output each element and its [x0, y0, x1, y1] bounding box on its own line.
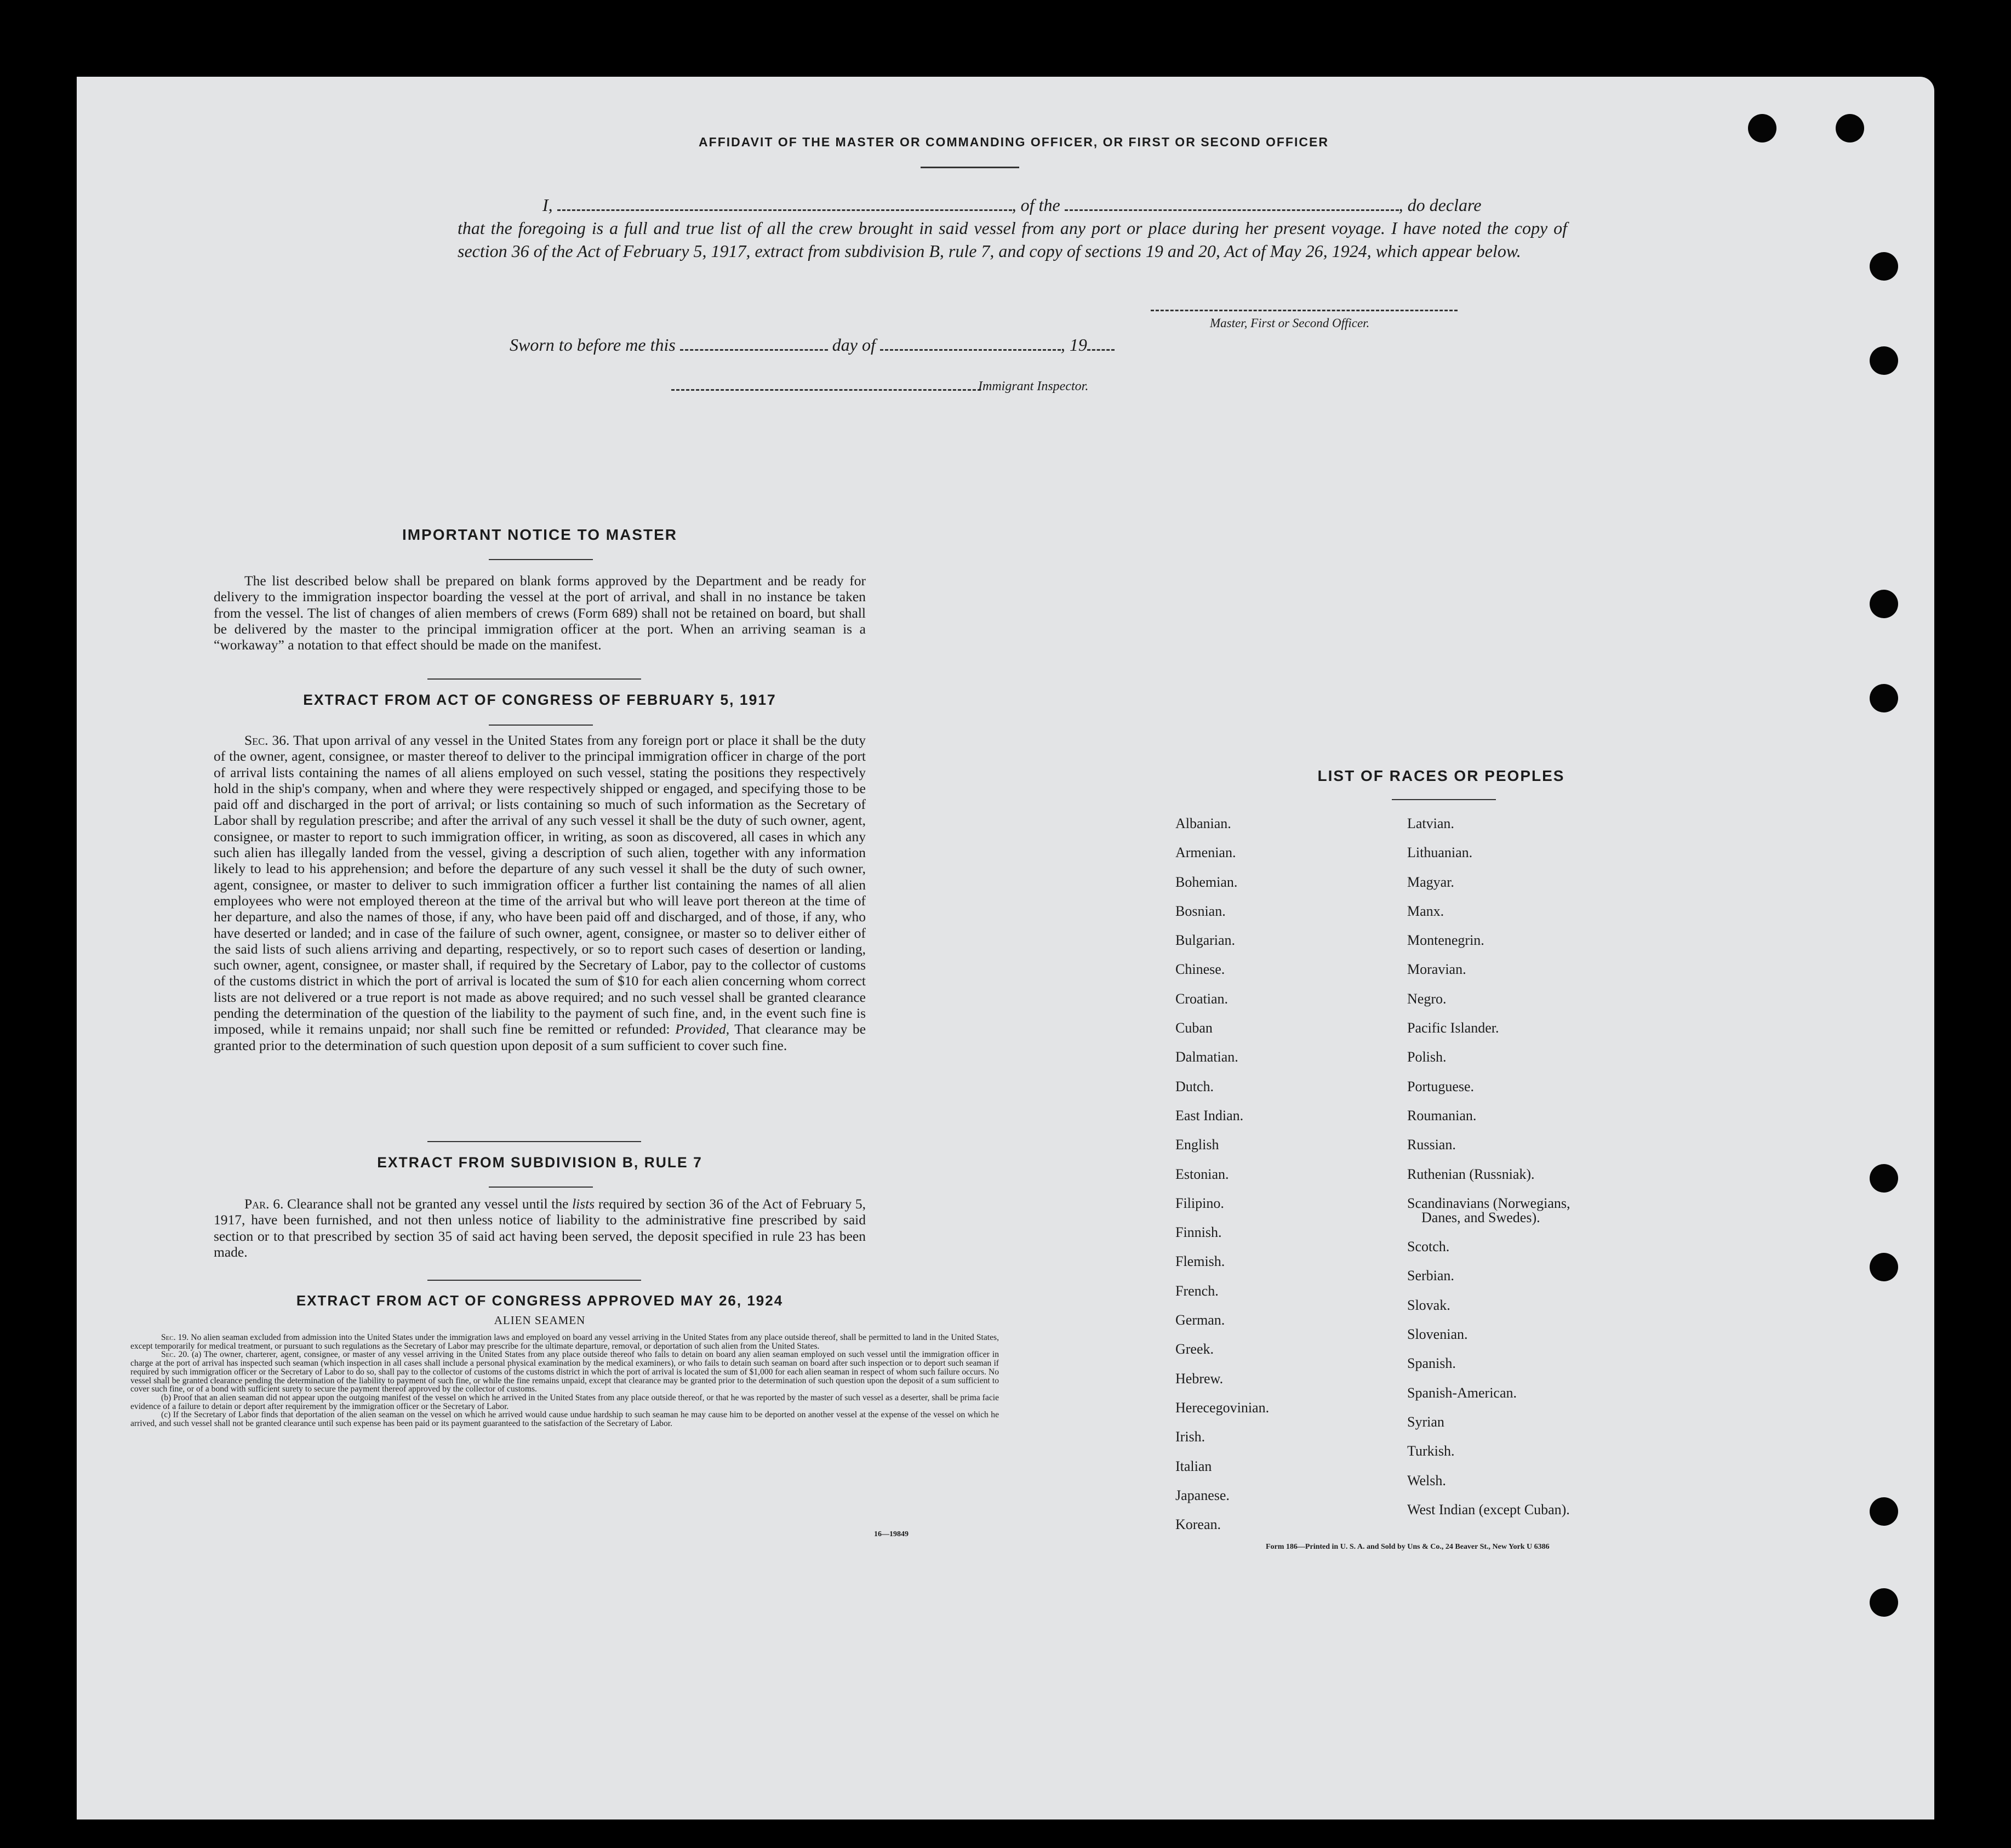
sworn-month-field[interactable] [880, 335, 1061, 351]
sec-20a-paragraph [130, 1350, 999, 1394]
race-item: Slovak. [1407, 1297, 1450, 1313]
form-footer: Form 186—Printed in U. S. A. and Sold by Uns & Co., 24 Beaver St., New York U 6386 [1266, 1543, 1550, 1551]
race-item: Syrian [1407, 1413, 1444, 1430]
alien-seamen-subtitle: ALIEN SEAMEN [494, 1314, 586, 1327]
race-item: Pacific Islander. [1407, 1020, 1499, 1036]
race-item: Polish. [1407, 1049, 1447, 1065]
race-item: Scandinavians (Norwegians, [1407, 1195, 1570, 1211]
signature-line[interactable] [1151, 310, 1458, 311]
rule-7-text-a: Clearance shall not be granted any vessel until the [287, 1196, 569, 1212]
race-item: Dutch. [1175, 1078, 1214, 1094]
race-item: Manx. [1407, 903, 1444, 919]
affidavit-declare-label: , do declare [1398, 195, 1482, 215]
race-item: Greek. [1175, 1341, 1214, 1358]
race-item: Estonian. [1175, 1166, 1229, 1182]
race-item: Italian [1175, 1458, 1212, 1474]
name-field[interactable] [557, 195, 1012, 211]
race-item: West Indian (except Cuban). [1407, 1501, 1570, 1518]
sec-36-label: Sec. 36. [244, 732, 290, 748]
binder-hole [1748, 114, 1776, 142]
race-item: Negro. [1407, 990, 1447, 1007]
race-item: Croatian. [1175, 990, 1229, 1007]
sec-19-paragraph [130, 1333, 999, 1350]
race-item: Bulgarian. [1175, 932, 1236, 949]
race-item: Herecegovinian. [1175, 1399, 1270, 1416]
binder-hole [1870, 1497, 1898, 1526]
affidavit-of-the-label: , of the [1012, 195, 1060, 215]
race-item: Bosnian. [1175, 903, 1226, 919]
provided-word: Provided, [675, 1021, 730, 1037]
races-left-column [1175, 817, 1269, 1547]
race-item: Welsh. [1407, 1472, 1446, 1488]
binder-hole [1870, 346, 1898, 375]
race-item: Spanish-American. [1407, 1384, 1517, 1401]
year-prefix-label: , 19 [1060, 335, 1087, 355]
race-item: Latvian. [1407, 815, 1454, 831]
binder-hole [1870, 684, 1898, 712]
extract-1917-underline [489, 725, 593, 726]
affidavit-declaration-line [510, 193, 1567, 216]
sec-19-text: No alien seaman excluded from admission into the United States under the immigration laws and employed on board any vessel arriving in the United States from any place outside thereof, shall be permitted to land in the United States, except temporarily for medical treatment, or pursuant to such regulations as the Secretary of Labor may prescribe for the ultimate departure, removal, or deportation of such alien from the United States. [130, 1333, 999, 1351]
binder-hole [1870, 590, 1898, 618]
race-item: Montenegrin. [1407, 932, 1484, 949]
sec-20c-paragraph: (c) If the Secretary of Labor finds that deportation of the alien seaman on the vessel on which he arrived would cause undue hardship to such seaman he may cause him to be deported on another vessel at the expense of the vessel on which he arrived, and such vessel shall not be granted clearance until such expense has been paid or its payment guaranteed to the satisfaction of the Secretary of Labor. [130, 1410, 999, 1429]
rule-7-title: EXTRACT FROM SUBDIVISION B, RULE 7 [377, 1154, 702, 1171]
inspector-label: Immigrant Inspector. [978, 379, 1089, 393]
inspector-signature-line[interactable] [671, 389, 981, 391]
notice-underline [489, 559, 593, 560]
race-item: Scotch. [1407, 1239, 1450, 1255]
race-item: Moravian. [1407, 961, 1466, 978]
extract-1924-title: EXTRACT FROM ACT OF CONGRESS APPROVED MAY 26, 1924 [296, 1292, 784, 1309]
binder-hole [1870, 1588, 1898, 1617]
races-right-column [1407, 817, 1570, 1532]
race-item: Flemish. [1175, 1253, 1225, 1270]
extract-1924-body [130, 1333, 999, 1428]
sec-36-text: That upon arrival of any vessel in the United States from any foreign port or place it shall be the duty of the owner, agent, consignee, or master thereof to deliver to the principal immigration officer in charge of the port of arrival lists containing the names of all aliens employed on such vessel, stating the positions they respectively hold in the ship's company, when and where they were respectively shipped or engaged, and specifying those to be paid off and discharged in the port of arrival; or lists containing so much of such information as the Secretary of Labor shall by regulation prescribe; and after the arrival of any such vessel it shall be the duty of such owner, agent, consignee, or master to report to such immigration officer, in writing, as soon as discovered, all cases in which any such alien has illegally landed from the vessel, giving a description of such alien, together with any information likely to lead to his apprehension; and before the departure of any such vessel it shall be the duty of such owner, agent, consignee, or master to deliver to such immigration officer a further list containing the names of all alien employees who were not employed thereon at the time of the arrival but who will leave port thereon at the time of her departure, and also the names of those, if any, who have been paid off and discharged, and of those, if any, who have deserted or landed; and in case of the failure of such owner, agent, consignee, or master so to deliver either of the said lists of such aliens arriving and departing, respectively, or so to report such cases of desertion or landing, such owner, agent, consignee, or master shall, if required by the Secretary of Labor, pay to the collector of customs of the customs district in which the port of arrival is located the sum of $10 for each alien concerning whom correct lists are not delivered or a true report is not made as above required; and no such vessel shall be granted clearance pending the determination of the question of the liability to the payment of such fine, and, in the event such fine is imposed, while it remains unpaid; nor shall such fine be remitted or refunded: [214, 732, 866, 1037]
lists-word: lists [572, 1196, 595, 1212]
extract-1917-body [214, 732, 866, 1053]
race-item: Hebrew. [1175, 1370, 1224, 1387]
title-underline [921, 167, 1019, 168]
form-page [77, 77, 1934, 1820]
extract-1917-title: EXTRACT FROM ACT OF CONGRESS OF FEBRUARY 5, 1917 [303, 692, 776, 708]
race-item: Albanian. [1175, 815, 1231, 831]
race-item: Bohemian. [1175, 874, 1238, 890]
sec-36-text-end: That clearance may be granted prior to the determination of such question upon deposit of a sum sufficient to cover such fine. [214, 1021, 866, 1053]
notice-body: The list described below shall be prepared on blank forms approved by the Department and be ready for delivery to the immigration inspector boarding the vessel at the port of arrival, and shall in no instance be taken from the vessel. The list of changes of alien members of crews (Form 689) shall not be retained on board, but shall be delivered by the master to the principal immigration officer at the port. When an arriving seaman is a “workaway” a notation to that effect should be made on the manifest. [214, 573, 866, 653]
race-item: Japanese. [1175, 1487, 1230, 1503]
sworn-label: Sworn to before me this [510, 335, 676, 355]
print-code: 16—19849 [874, 1530, 909, 1538]
vessel-name-field[interactable] [1065, 195, 1399, 211]
race-item: Korean. [1175, 1516, 1221, 1533]
sec-19-label: Sec. 19. [161, 1333, 189, 1342]
race-item: Turkish. [1407, 1443, 1455, 1459]
race-item: East Indian. [1175, 1107, 1244, 1123]
races-underline [1392, 799, 1496, 800]
race-item: Magyar. [1407, 874, 1454, 890]
binder-hole [1870, 1253, 1898, 1281]
race-item: Filipino. [1175, 1195, 1224, 1211]
sec-20-label: Sec. 20. [161, 1350, 190, 1360]
race-item: Spanish. [1407, 1355, 1456, 1372]
sec-20b-paragraph: (b) Proof that an alien seaman did not appear upon the outgoing manifest of the vessel on which he arrived in the United States from any place outside thereof, or that he was reported by the master of such vessel as a deserter, shall be prima facie evidence of a failure to detain or deport after requirement by the immigration officer or the Secretary of Labor. [130, 1393, 999, 1411]
rule-7-underline [489, 1187, 593, 1188]
race-item: English [1175, 1137, 1219, 1153]
binder-hole [1870, 252, 1898, 281]
section-divider [427, 678, 641, 680]
race-item: Russian. [1407, 1137, 1456, 1153]
race-item: Armenian. [1175, 845, 1236, 861]
affidavit-body: that the foregoing is a full and true list of all the crew brought in said vessel from any port or place during her present voyage. I have noted the copy of section 36 of the Act of February 5, 1917, extract from subdivision B, rule 7, and copy of sections 19 and 20, Act of May 26, 1924, which appear below. [458, 218, 1567, 261]
rule-7-body [214, 1196, 866, 1260]
notice-title: IMPORTANT NOTICE TO MASTER [402, 526, 678, 543]
sworn-year-field[interactable] [1087, 335, 1115, 351]
section-divider [427, 1280, 641, 1281]
race-item: Portuguese. [1407, 1078, 1475, 1094]
binder-hole [1870, 1164, 1898, 1193]
rule-7-text-b: required by section 36 of the Act of February 5, 1917, have been furnished, and not then unless notice of liability to the administrative fine prescribed by said section or to that prescribed by section 35 of said act having been served, the deposit specified in rule 23 has been made. [214, 1196, 866, 1260]
race-item: Lithuanian. [1407, 845, 1473, 861]
race-item: Roumanian. [1407, 1107, 1477, 1123]
sec-20a-text: (a) The owner, charterer, agent, consignee, or master of any vessel arriving in the United States from any place outside thereof who fails to detain on board any alien seaman employed on such vessel until the immigration officer in charge at the port of arrival has inspected such seaman (which inspection in all cases shall include a personal physical examination by the medical examiners), or who fails to detain such seaman on board after such inspection or to deport such seaman if required by such immigration officer or the Secretary of Labor to do so, shall pay to the collector of customs of the customs district in which the port of arrival is located the sum of $1,000 for each alien seaman in respect of whom such failure occurs. No vessel shall be granted clearance pending the determination of the liability to payment of such fine, or while the fine remains unpaid, except that clearance may be granted prior to the determination of such question upon the deposit of a sum sufficient to cover such fine, or of a bond with sufficient surety to secure the payment thereof approved by the collector of customs. [130, 1350, 999, 1394]
race-item: Danes, and Swedes). [1421, 1209, 1540, 1225]
race-item: Dalmatian. [1175, 1049, 1238, 1065]
race-item: Chinese. [1175, 961, 1225, 978]
race-item: Ruthenian (Russniak). [1407, 1166, 1535, 1182]
day-of-label: day of [832, 335, 876, 355]
race-item: Slovenian. [1407, 1326, 1468, 1343]
sworn-line [510, 333, 1115, 356]
race-item: Finnish. [1175, 1224, 1222, 1241]
binder-hole [1836, 114, 1864, 142]
race-item: German. [1175, 1312, 1225, 1328]
race-item: Irish. [1175, 1429, 1206, 1445]
race-item: Cuban [1175, 1020, 1213, 1036]
par-6-label: Par. 6. [244, 1196, 284, 1212]
race-item: French. [1175, 1282, 1219, 1299]
affidavit-i-label: I, [542, 195, 553, 215]
race-item: Serbian. [1407, 1268, 1454, 1284]
signature-label: Master, First or Second Officer. [1210, 316, 1370, 330]
sworn-day-field[interactable] [680, 335, 828, 351]
affidavit-title: AFFIDAVIT OF THE MASTER OR COMMANDING OFFICER, OR FIRST OR SECOND OFFICER [699, 135, 1329, 149]
races-title: LIST OF RACES OR PEOPLES [1317, 767, 1565, 784]
section-divider [427, 1141, 641, 1142]
